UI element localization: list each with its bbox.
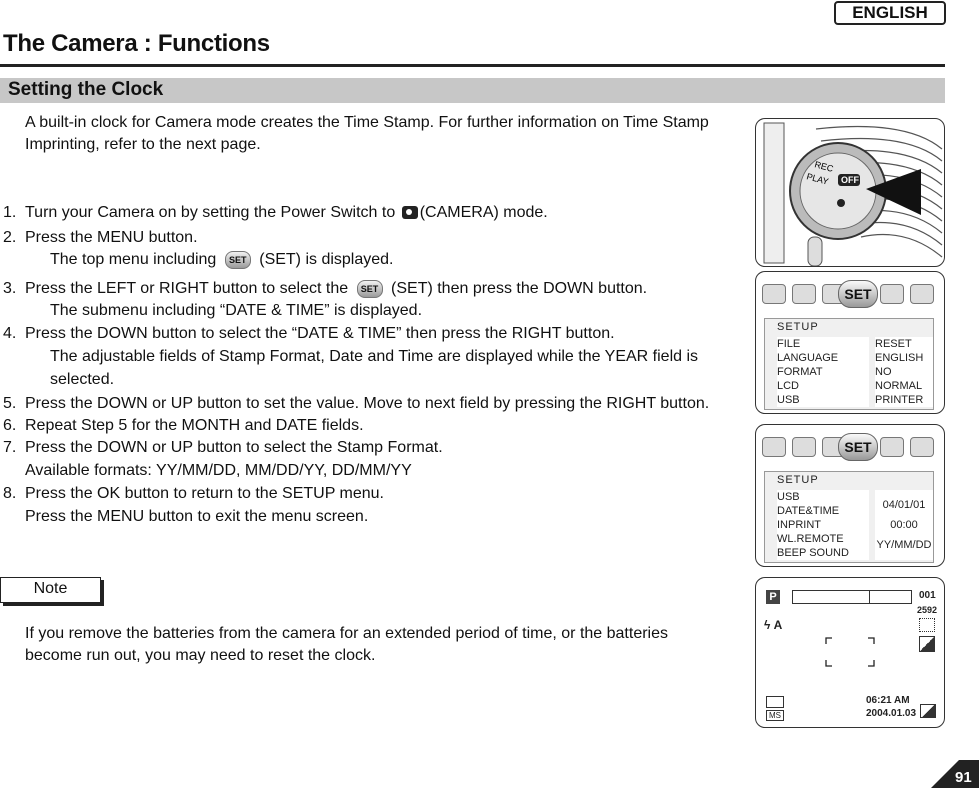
step-number: 3. <box>3 280 17 297</box>
sound-icon <box>910 437 934 457</box>
step-8: Press the OK button to return to the SETUP menu. <box>25 485 384 502</box>
note-label: Note <box>0 577 101 603</box>
step-8-sub: Press the MENU button to exit the menu screen. <box>25 508 369 525</box>
timer-icon <box>792 437 816 457</box>
menu-item: WL.REMOTE <box>777 533 844 545</box>
dial-play: PLAY <box>805 171 830 187</box>
page-number-badge <box>931 760 979 788</box>
battery-icon <box>766 696 784 708</box>
note-line-2: become run out, you may need to reset the clock. <box>25 647 376 664</box>
language-badge: ENGLISH <box>834 1 946 25</box>
intro-line-1: A built-in clock for Camera mode creates the Time Stamp. For further information on Time Stamp <box>25 114 709 131</box>
setup-right-column <box>875 337 933 407</box>
step-number: 7. <box>3 439 17 456</box>
exposure-comp-icon <box>920 704 936 718</box>
power-dial-figure <box>755 118 945 267</box>
resolution-readout: 2592 <box>917 605 938 615</box>
setup-right-column <box>875 490 933 560</box>
step-3-sub: The submenu including “DATE & TIME” is displayed. <box>50 302 423 319</box>
dial-rec: REC <box>813 159 835 174</box>
dial-off: OFF <box>841 175 859 185</box>
step-number: 5. <box>3 395 17 412</box>
step-3 <box>25 278 647 300</box>
menu-value: PRINTER <box>875 394 924 406</box>
page-number: 91 <box>955 769 972 786</box>
menu-item: USB <box>777 491 800 503</box>
user-icon <box>880 284 904 304</box>
note-line-1: If you remove the batteries from the camera for an extended period of time, or the batteries <box>25 625 668 642</box>
menu-item: INPRINT <box>777 519 821 531</box>
time-value: 00:00 <box>890 519 918 531</box>
setup-submenu <box>764 471 934 563</box>
step-number: 1. <box>3 204 17 221</box>
menu-item: LCD <box>777 380 800 392</box>
section-title: Setting the Clock <box>8 79 164 100</box>
menu-item: BEEP SOUND <box>777 547 849 559</box>
menu-item: DATE&TIME <box>777 505 840 517</box>
menu-item: LANGUAGE <box>777 352 839 364</box>
shot-count: 001 <box>919 590 936 601</box>
power-dial-illustration <box>756 119 944 266</box>
step-number: 8. <box>3 485 17 502</box>
menu-item: FORMAT <box>777 366 823 378</box>
menu-item: USB <box>777 394 800 406</box>
step-2-sub-a: The top menu including <box>50 251 217 268</box>
step-2-sub-b: (SET) is displayed. <box>259 251 394 268</box>
lcd-preview-figure <box>755 577 945 728</box>
menu-value: NORMAL <box>875 380 923 392</box>
setup-title: SETUP <box>777 474 819 486</box>
step-7-sub: Available formats: YY/MM/DD, MM/DD/YY, DD/MM/YY <box>25 462 412 479</box>
page-title: The Camera : Functions <box>3 30 270 57</box>
step-2-sub <box>50 249 394 271</box>
setup-left-column <box>777 337 869 407</box>
step-number: 2. <box>3 229 17 246</box>
date-stamp: 2004.01.03 <box>866 708 917 719</box>
memory-stick-icon: MS <box>766 710 784 721</box>
sound-icon <box>910 284 934 304</box>
date-value: 04/01/01 <box>882 499 926 511</box>
menu-item: FILE <box>777 338 801 350</box>
intro-line-2: Imprinting, refer to the next page. <box>25 136 261 153</box>
step-1-text-b: (CAMERA) mode. <box>419 204 548 221</box>
setup-title: SETUP <box>777 321 819 333</box>
step-7: Press the DOWN or UP button to select the Stamp Format. <box>25 439 443 456</box>
step-number: 4. <box>3 325 17 342</box>
step-4: Press the DOWN button to select the “DATE & TIME” then press the RIGHT button. <box>25 325 615 342</box>
metering-icon <box>919 636 935 652</box>
set-icon: SET <box>225 251 251 269</box>
set-tab: SET <box>838 433 878 461</box>
step-1 <box>25 202 548 224</box>
step-1-text-a: Turn your Camera on by setting the Power Switch to <box>25 204 396 221</box>
quality-icon <box>919 618 935 632</box>
menu-value: NO <box>875 366 892 378</box>
step-5: Press the DOWN or UP button to set the value. Move to next field by pressing the RIGHT button. <box>25 395 710 412</box>
title-divider <box>0 64 945 67</box>
setup-submenu <box>764 318 934 410</box>
flash-auto-icon: ϟ A <box>764 618 783 632</box>
step-2: Press the MENU button. <box>25 229 198 246</box>
focus-frame <box>824 636 876 668</box>
set-tab: SET <box>838 280 878 308</box>
step-3-text-b: (SET) then press the DOWN button. <box>391 280 648 297</box>
menu-icon-strip-right <box>880 437 940 457</box>
camera-mode-icon <box>762 284 786 304</box>
program-mode-icon: P <box>766 590 780 604</box>
menu-icon-strip-right <box>880 284 940 304</box>
menu-value: ENGLISH <box>875 352 924 364</box>
step-6: Repeat Step 5 for the MONTH and DATE fields. <box>25 417 364 434</box>
menu-value: RESET <box>875 338 912 350</box>
exposure-bar <box>792 590 912 604</box>
set-icon: SET <box>357 280 383 298</box>
camera-icon <box>402 206 418 219</box>
setup-menu-figure-2 <box>755 424 945 567</box>
timer-icon <box>792 284 816 304</box>
setup-menu-figure-1 <box>755 271 945 414</box>
camera-mode-icon <box>762 437 786 457</box>
user-icon <box>880 437 904 457</box>
step-4-sub-1: The adjustable fields of Stamp Format, Date and Time are displayed while the YEAR field is <box>50 348 699 365</box>
step-4-sub-2: selected. <box>50 371 115 388</box>
setup-left-column <box>777 490 869 560</box>
time-stamp: 06:21 AM <box>866 695 910 706</box>
step-3-text-a: Press the LEFT or RIGHT button to select the <box>25 280 349 297</box>
stamp-format-value: YY/MM/DD <box>876 539 932 551</box>
step-number: 6. <box>3 417 17 434</box>
